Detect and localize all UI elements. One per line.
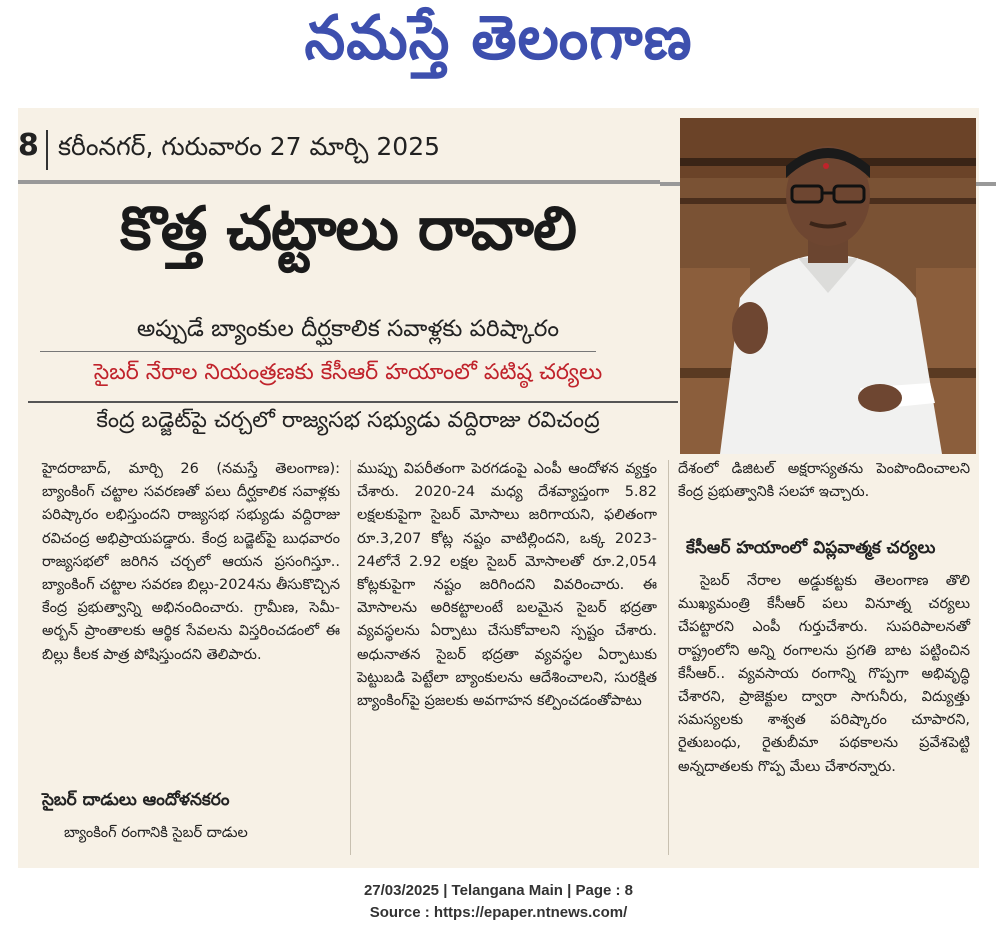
page-info-bar (18, 118, 658, 188)
speaker-photo (680, 118, 976, 454)
article-column-2 (357, 458, 657, 713)
article-column-3-continued (678, 570, 970, 779)
masthead (0, 0, 997, 92)
headline: కొత్త చట్టాలు రావాలి (120, 194, 576, 264)
footer-edition-line: 27/03/2025 | Telangana Main | Page : 8 (363, 882, 634, 899)
article-column-1 (42, 458, 340, 667)
article-column-1-continued (42, 822, 340, 845)
article-paragraph: బ్యాంకింగ్ రంగానికి సైబర్ దాడుల (64, 825, 248, 841)
column-divider-1 (350, 460, 351, 855)
newspaper-logo: నమస్తే తెలంగాణ (304, 1, 693, 74)
source-footer (0, 880, 997, 924)
header-rule (18, 180, 660, 184)
page-number-divider (46, 130, 48, 170)
footer-source-line: Source : https://epaper.ntnews.com/ (369, 904, 628, 921)
dateline: కరీంనగర్, గురువారం 27 మార్చి 2025 (58, 132, 441, 161)
page-number: 8 (18, 128, 39, 163)
article-column-3 (678, 458, 970, 504)
deck-divider-2 (28, 401, 678, 403)
column-divider-2 (668, 460, 669, 855)
article-paragraph: దేశంలో డిజిటల్ అక్షరాస్యతను పెంపొందించాలని కేంద్ర ప్రభుత్వానికి సలహా ఇచ్చారు. (678, 461, 970, 501)
subheading-kcr-measures: కేసీఆర్ హయాంలో విప్లవాత్మక చర్యలు (686, 538, 936, 558)
deck-line-1: అప్పుడే బ్యాంకుల దీర్ఘకాలిక సవాళ్లకు పరిష్కారం (136, 316, 560, 342)
deck-line-3: కేంద్ర బడ్జెట్‌పై చర్చలో రాజ్యసభ సభ్యుడు వద్దిరాజు రవిచంద్ర (96, 408, 600, 433)
article-paragraph: సైబర్ నేరాల అడ్డుకట్టకు తెలంగాణ తొలి ముఖ్యమంత్రి కేసీఆర్ పలు వినూత్న చర్యలు చేపట్టారని ఎంపీ గుర్తుచేశారు. సుపరిపాలనతో రాష్ట్రంలోని అన్ని రంగాలను ప్రగతి బాట పట్టించిన కేసీఆర్.. వ్యవసాయ రంగాన్ని గొప్పగా అభివృద్ధి చేశారని, ప్రాజెక్టుల ద్వారా సాగునీరు, విద్యుత్తు సమస్యలకు శాశ్వత పరిష్కారం చూపారని, రైతుబంధు, రైతుబీమా పథకాలను ప్రవేశపెట్టి అన్నదాతలకు గొప్ప మేలు చేశారన్నారు. (678, 573, 970, 775)
deck-divider (40, 351, 596, 352)
subheading-cyber-attacks: సైబర్ దాడులు ఆందోళనకరం (42, 790, 230, 810)
article-paragraph: ముప్పు విపరీతంగా పెరగడంపై ఎంపీ ఆందోళన వ్యక్తం చేశారు. 2020-24 మధ్య దేశవ్యాప్తంగా 5.82 లక్షలకుపైగా సైబర్ మోసాలు జరిగాయని, ఫలితంగా రూ.3,207 కోట్ల నష్టం వాటిల్లిందని, ఒక్క 2023-24లోనే 2.92 లక్షల సైబర్ మోసాలతో రూ.2,054 కోట్లకుపైగా నష్టం జరిగిందని వివరించారు. ఈ మోసాలను అరికట్టాలంటే బలమైన సైబర్ భద్రతా వ్యవస్థలను ఏర్పాటు చేసుకోవాలని స్పష్టం చేశారు. అధునాతన సైబర్ భద్రతా వ్యవస్థల ఏర్పాటుకు పెట్టుబడి పెట్టేలా బ్యాంకులను ఆదేశించాలని, సురక్షిత బ్యాంకింగ్‌పై ప్రజలకు అవగాహన కల్పించడంతోపాటు (357, 461, 657, 710)
deck-line-2: సైబర్ నేరాల నియంత్రణకు కేసీఆర్ హయాంలో పటిష్ఠ చర్యలు (93, 360, 603, 385)
article-paragraph: హైదరాబాద్, మార్చి 26 (నమస్తే తెలంగాణ): బ్యాంకింగ్ చట్టాల సవరణతో పలు దీర్ఘకాలిక సవాళ్లకు పరిష్కారం లభిస్తుందని రాజ్యసభ సభ్యుడు వద్దిరాజు రవిచంద్ర అభిప్రాయపడ్డారు. కేంద్ర బడ్జెట్‌పై బుధవారం రాజ్యసభలో జరిగిన చర్చలో ఆయన ప్రసంగిస్తూ.. బ్యాంకింగ్ చట్టాల సవరణ బిల్లు-2024ను తీసుకొచ్చిన కేంద్ర ప్రభుత్వాన్ని అభినందించారు. గ్రామీణ, సెమీ-అర్బన్ ప్రాంతాలకు ఆర్థిక సేవలను విస్తరించడంలో ఈ బిల్లు కీలక పాత్ర పోషిస్తుందని తెలిపారు. (42, 461, 340, 663)
